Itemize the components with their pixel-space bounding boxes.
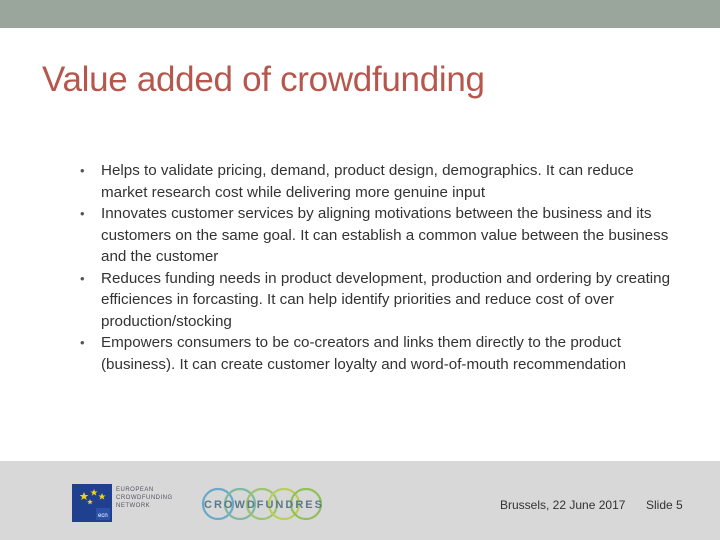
eu-flag-icon [72, 484, 112, 522]
ecn-abbr: ecn [98, 513, 108, 519]
ecn-logo-text: EUROPEAN CROWDFUNDING NETWORK [116, 487, 173, 509]
bullet-dot-icon: • [80, 206, 85, 221]
slide-title: Value added of crowdfunding [42, 60, 485, 99]
bullet-text: Helps to validate pricing, demand, product design, demographics. It can reduce market research cost while delivering more genuine input [101, 162, 634, 201]
bullet-dot-icon: • [80, 270, 85, 286]
bullet-item [80, 268, 680, 333]
bullet-dot-icon: • [80, 335, 85, 350]
bullet-item [80, 160, 680, 203]
slide-number: Slide 5 [646, 498, 683, 512]
bullet-text: Reduces funding needs in product development, production and ordering by creating efficiences in forcasting. It can help identify priorities and reduce cost of over production/stocking [101, 269, 671, 330]
ecn-logo [72, 484, 174, 522]
top-band [0, 0, 720, 28]
crowdfundres-logo-text: CROWDFUNDRES [204, 499, 324, 511]
bullet-dot-icon: • [80, 163, 85, 178]
bullet-item [80, 203, 680, 268]
crowdfundres-logo [198, 484, 326, 524]
bullet-text: Innovates customer services by aligning motivations between the business and its customers on the same goal. It can establish a common value between the business and the customer [101, 205, 669, 265]
bullet-item [80, 332, 680, 375]
bullet-list [80, 160, 680, 375]
bullet-text: Empowers consumers to be co-creators and links them directly to the product (business). It can create customer loyalty and word-of-mouth recommendation [101, 334, 627, 373]
footer-date: Brussels, 22 June 2017 [500, 498, 626, 512]
